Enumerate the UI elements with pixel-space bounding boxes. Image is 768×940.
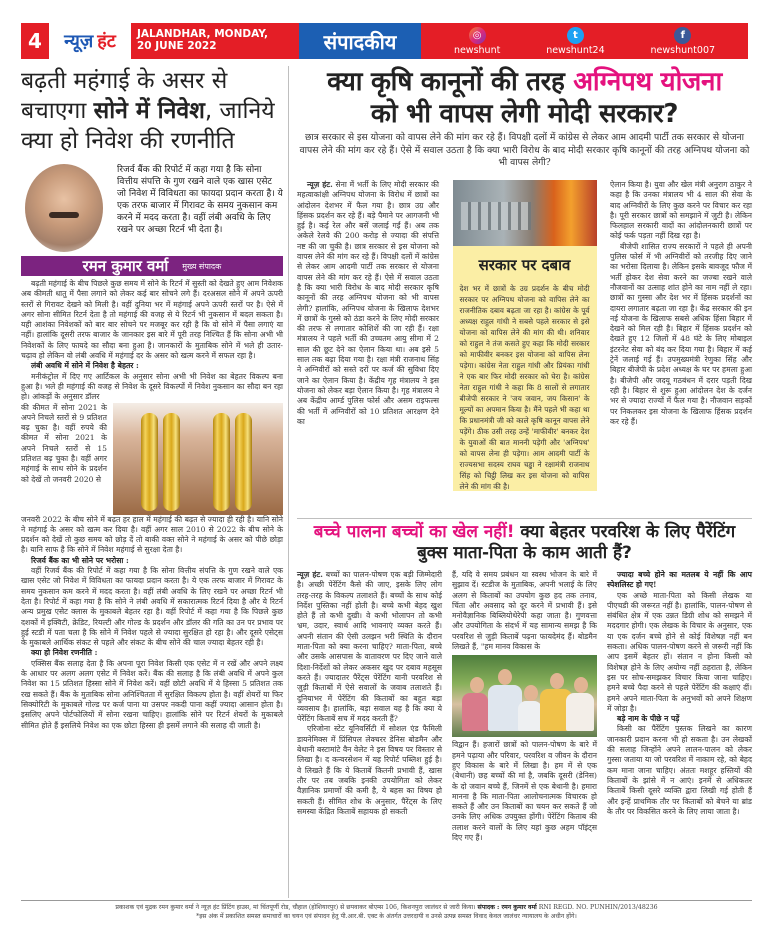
brand-name-part1: न्यूज़	[64, 31, 94, 52]
author-byline	[21, 256, 283, 276]
paragraph: बीजेपी शासित राज्य सरकारों ने पहले ही अपनी पुलिस फोर्स में भी अग्निवीरों को तरजीह दिए जाने का भरोसा दिलाया है। लेकिन इसके बावजूद फौज में भर्ती होकर देश सेवा करने का जज्बा रखने वाले नौजवानों का उत्साह शांत होने का नाम नहीं ले रहा। छात्रों का गुस्सा और देश भर में हिंसक प्रदर्शनों का दायरा लगातार बढ़ता जा रहा है। केंद्र सरकार की इन नई योजना के खिलाफ सबसे अधिक हिंसा बिहार में देखने को मिल रही है। बिहार में हिंसक प्रदर्शन को देखते हुए 12 जिलों में 48 घंटे के लिए मोबाइल इंटरनेट सेवा को बंद कर दिया गया है। बिहार में कई ट्रेनें जलाई गई हैं। उपमुख्यमंत्री रेणुका सिंह और बिहार बीजेपी के प्रदेश अध्यक्ष के घर पर हमला हुआ है। बीजेपी और जदयू गठबंधन में दरार पड़ती दिख रही है। बिहार से शुरू हुआ आंदोलन देश के दर्जन भर से ज्यादा राज्यों में फैल गया है। नौजवान सड़कों पर निकलकर इस योजना के खिलाफ हिंसक प्रदर्शन कर रहे हैं।	[610, 241, 752, 426]
paragraph: बढ़ती महंगाई के बीच पिछले कुछ समय में सोने के रिटर्न में सुस्ती को देखते हुए आम निवेशक अब कीमती धातु में पैसा लगाने को लेकर कई बार सोचने लगे हैं। दरअसल सोने में अपने ऊपरी स्तरों से गिरावट देखने को मिली है। वहीं दुनिया भर में महंगाई अपने ऊपरी स्तरों पर है। ऐसे में अगर सोना सीमित रिटर्न देता है तो महंगाई की वजह से ये रिटर्न भी नुकसान में बदल सकता है। यही आशंका निवेशकों को बार बार सोचने पर मजबूर कर रही है कि वो सोने में पैसा लगाएं या नहीं। हालांकि दूसरी तरफ बाजार के जानकार इस बारे में पूरी तरह निश्चित हैं कि सोना अभी भी निवेशकों के लिए फायदे का सौदा बना हुआ है। जानकारों के मुताबिक सोने में भले ही उतार-चढ़ाव हो लेकिन वो लंबी अवधि में महंगाई दर के असर को खत्म करने में सफल रहा है।	[21, 279, 283, 361]
social-links	[421, 23, 748, 59]
social-facebook[interactable]	[651, 27, 716, 56]
paragraph-wrap: की कीमत में सोना 2021 के अपने निचले स्तरों से 9 प्रतिशत बढ़ चुका है। वहीं रुपये की कीमत में सोना 2021 के अपने निचले स्तरों से 15 प्रतिशत बढ़ चुका है। वहीं अगर महंगाई के साथ सोने के प्रदर्शन को देखें तो जनवरी 2020 से	[21, 402, 107, 484]
sidebar-title: सरकार पर दबाव	[478, 256, 571, 274]
family-photo	[452, 655, 597, 737]
sidebar-box	[453, 246, 597, 491]
agnipath-column-3	[610, 180, 752, 491]
brand-name-part2: हंट	[97, 31, 116, 52]
paragraph: ऐलान किया है। युवा और खेल मंत्री अनुराग ठाकुर ने कहा है कि उनका मंत्रालय भी 4 साल की सेवा के बाद अग्निवीरों के लिए कुछ करने पर विचार कर रहा है। पूरी सरकार छात्रों को समझाने में जुटी है। लेकिन फिलहाल सरकारी वादों का आंदोलनकारी छात्रों पर कोई फर्क पड़ता नहीं दिख रहा है।	[610, 180, 752, 241]
brand-logo	[49, 23, 131, 59]
parenting-article-body	[297, 570, 752, 843]
facebook-handle: newshunt007	[650, 44, 716, 56]
instagram-handle: newshunt	[453, 44, 501, 56]
article-intro	[21, 164, 283, 250]
section-title: संपादकीय	[299, 23, 421, 59]
headline-highlight: अग्निपथ योजना	[573, 67, 722, 97]
social-twitter[interactable]	[546, 27, 604, 56]
headline-highlight: बच्चे पालना बच्चों का खेल नहीं!	[313, 522, 515, 542]
pressure-sidebar	[453, 180, 597, 491]
subheading: बड़े नाम के पीछे न पड़ें	[617, 714, 680, 724]
burning-train-image	[453, 180, 597, 246]
parenting-headline: बच्चे पालना बच्चों का खेल नहीं! क्या बेहतर परवरिश के लिए पैरेंटिंग बुक्स माता-पिता के काम आती हैं?	[313, 522, 736, 563]
registration-number: RNI REGD. NO. PUNHIN/2013/48236	[538, 904, 658, 911]
agnipath-article-header	[297, 66, 752, 170]
gold-article-body	[21, 279, 283, 731]
imprint-line-1: प्रकाशक एवं मुद्रक रमन कुमार वर्मा ने न्यूज़ हंट प्रिंटिंग हाउस, मां चिंतपूर्णी रोड, चौहाल (होशियारपुर) से छपवाकर बोएम्स 106, किशनपुरा जालंधर से जारी किया। संपादक : रमन कुमार वर्मा RNI REGD. NO. PUNHIN/2013/48236	[115, 904, 658, 911]
gold-article-headline: बढ़ती महंगाई के असर से बचाएगा सोने में निवेश, जानिये क्या हो निवेश की रणनीति	[21, 68, 275, 154]
imprint-line-2: *इस अंक में प्रकाशित समस्त समाचारों का चयन एवं संपादन हेतु पी.आर.बी. एक्ट के अंतर्गत उत्तरदायी व उनसे उत्पन्न समस्त विवाद केवल जालंधर न्यायालय के अधीन होंगे।	[196, 913, 577, 920]
social-instagram[interactable]	[454, 27, 500, 56]
parenting-column-2	[452, 570, 597, 843]
instagram-icon: ◎	[469, 27, 486, 44]
author-name: रमन कुमार वर्मा	[82, 257, 169, 275]
paragraph: हैं, यदि वे समय प्रबंधन या स्वस्थ भोजन के बारे में सुझाव दें। स्टडीज के मुताबिक, अपनी भलाई के लिए अलग से किताबों का उपयोग कुछ हद तक तनाव, चिंता और अवसाद को दूर करने में प्रभावी हैं। इसे मनोवैज्ञानिक बिब्लियोथेरेपी कहा जाता है। गुणवत्ता और उपयोगिता के संदर्भ में यह सामान्य समझ है कि परवरिश से जुड़ी किताबें पढ़ना फायदेमंद हैं। बोडमैन लिखते हैं, "हम मानव विकास के	[452, 570, 597, 652]
author-portrait	[25, 164, 103, 252]
masthead	[21, 23, 748, 59]
paragraph: एरिजोना स्टेट यूनिवर्सिटी में सोशल एंड फैमिली डायनेमिक्स में प्रिंसिपल लेक्चरर डेनिस बोडमैन और बेथानी बस्टामांटे वैन वेलेट ने इस विषय पर विस्तार से लिखा है। द कन्वरसेशन में यह रिपोर्ट पब्लिश हुई है। वे लिखते हैं कि ये किताबें कितनी प्रभावी हैं, खास तौर पर तब जबकि इनकी उपयोगिता को लेकर वैज्ञानिक प्रमाणों की कमी है, ये बहस का विषय हो सकती हैं। सीमित शोध के अनुसार, पैरेंट्स के लिए समस्या केंद्रित किताबें सहायक हो सकती	[297, 724, 442, 816]
page-number: 4	[21, 23, 49, 59]
section-divider	[297, 518, 752, 519]
dateline-city-day: JALANDHAR, MONDAY,	[137, 28, 269, 40]
agnipath-column-1: न्यूज़ हंट. सेना में भर्ती के लिए मोदी सरकार की महत्वाकांक्षी अग्निपथ योजना के विरोध में छात्रों का आंदोलन देशभर में फैल गया है। छात्र उग्र और हिंसक प्रदर्शन कर रहे हैं। बड़े पैमाने पर आगजनी भी हुई है। कई रेल और बसें जलाई गईं हैं। अब तक अकेले रेलवे की 200 करोड़ से ज्यादा की संपत्ति नष्ट की जा चुकी है। छात्र सरकार से इस योजना को वापस लेने की मांग कर रहे हैं। विपक्षी दलों में कांग्रेस से लेकर आम आदमी पार्टी तक सरकार से योजना वापस लेने की मांग कर रहे हैं। ऐसे में सवाल उठता है कि क्या भारी विरोध के बाद मोदी सरकार कृषि कानूनों की तरह अग्निपथ योजना को भी वापस लेगी? हालांकि, अग्निपथ योजना के खिलाफ देशभर में छात्रों के गुस्से को ठंडा करने के लिए मोदी सरकार की तरफ से लगातार कोशिशें की जा रही हैं। रक्षा मंत्रालय ने पहले भर्ती की उच्चतम आयु सीमा में 2 साल की छूट देने का ऐलान किया था। अब इसे 5 साल तक बढ़ा दिया गया है। रक्षा मंत्री राजनाथ सिंह ने अग्निवीरों को सस्ते दरों पर कर्ज की सुविधा दिए जाने का ऐलान किया है। केंद्रीय गृह मंत्रालय ने इस योजना को लेकर बड़ा ऐलान किया है। गृह मंत्रालय ने अब केंद्रीय आर्म्ड पुलिस फोर्स और असम राइफल्स की भर्ती में अग्निवीरों को 10 प्रतिशत आरक्षण देने का	[297, 180, 439, 426]
subheading: रिजर्व बैंक का भी सोने पर भरोसा :	[31, 555, 129, 565]
image-wrap	[21, 403, 283, 515]
subheading: लंबी अवधि में सोने में निवेश है बेहतर :	[31, 361, 139, 371]
dateline: न्यूज़ हंट.	[297, 570, 323, 579]
subheading: ज्यादा बच्चे होने का मतलब ये नहीं कि आप स्पेशलिस्ट हो गए!	[607, 570, 752, 590]
author-role: मुख्य संपादक	[182, 261, 222, 271]
parenting-column-1: न्यूज़ हंट. बच्चों का पालन-पोषण एक बड़ी जिम्मेदारी है। अच्छी पेरेंटिंग कैसे की जाए, इसके लिए लोग तरह-तरह के विकल्प तलाशते हैं। बच्चों के साथ कोई निर्देश पुस्तिका नहीं होती है। बच्चे कभी बेहद खुश होते हैं तो कभी दुखी। वे कभी भोलापन तो कभी भ्रम, उदार, स्वार्थ आदि भावनाएं व्यक्त करते हैं। अपनी संतान की ऐसी उलझन भरी स्थिति के दौरान माता-पिता को क्या करना चाहिए? माता-पिता, बच्चे और उसके आसपास के वातावरण पर दिए जाने वाले दिशा-निर्देशों को लेकर अकसर खुद पर दबाव महसूस करते हैं। ज्यादातर पैरेंट्स पेरेंटिंग यानी परवरिश से जुड़ी किताबों में ऐसे सवालों के जवाब तलाशते हैं। दुनियाभर में पेरेंटिंग की किताबों का बहुत बड़ा व्यवसाय है। हालांकि, बड़ा सवाल यह है कि क्या ये पेरेंटिंग किताबें सच में मदद करती हैं? एरिजोना स्टेट यूनिवर्सिटी में सोशल एंड फैमिली डायनेमिक्स में प्रिंसिपल लेक्चरर डेनिस बोडमैन और बेथानी बस्टामांटे वैन वेलेट ने इस विषय पर विस्तार से लिखा है। द कन्वरसेशन में यह रिपोर्ट पब्लिश हुई है। वे लिखते हैं कि ये किताबें कितनी प्रभावी हैं, खास तौर पर तब जबकि इनकी उपयोगिता को लेकर वैज्ञानिक प्रमाणों की कमी है, ये बहस का विषय हो सकती हैं। सीमित शोध के अनुसार, पैरेंट्स के लिए समस्या केंद्रित किताबें सहायक हो सकती	[297, 570, 442, 816]
dateline-date: 20 JUNE 2022	[137, 40, 217, 52]
editor-label: संपादक : रमन कुमार वर्मा	[477, 904, 537, 911]
twitter-icon: t	[567, 27, 584, 44]
dateline	[131, 23, 299, 59]
footer-divider	[21, 900, 752, 901]
paragraph: किसी का पैरेंटिंग पुस्तक लिखने का कारण जानकारी प्रदान करना भी हो सकता है। उन लेखकों की सलाह जिन्होंने अपने लालन-पालन को लेकर गुस्सा जताया या जो परवरिश में नाकाम रहे, को बेहद कम माना जाना चाहिए। अंततः मशहूर हस्तियों की किताबों के झांसे में न आएं। इनमें से अधिकतर किताबें किसी दूसरे व्यक्ति द्वारा लिखी गई होती हैं और इन्हें प्राथमिक तौर पर किताबों को बेचने या ब्रांड के तौर पर विकसित करने के लिए लाया जाता है।	[607, 724, 752, 816]
agnipath-headline: क्या कृषि कानूनों की तरह अग्निपथ योजना को भी वापस लेगी मोदी सरकार?	[327, 67, 722, 129]
paragraph: एक्सिस बैंक सलाह देता है कि अपना पूरा निवेश किसी एक एसेट में न रखें और अपने लक्ष्य के आधार पर अलग अलग एसेट में निवेश करें। बैंक की सलाह है कि लंबी अवधि में अपने कुल निवेश का 15 प्रतिशत हिस्सा सोने में निवेश करें। वहीं छोटी अवधि में ये हिस्सा 5 प्रतिशत तक रख सकते हैं। बैंक के मुताबिक सोना अनिश्चितता में सुरक्षित विकल्प होता है। वहीं शेयरों या फिर सिक्योरिटी के मुकाबले गोल्ड पर कर्ज पाना या उसपर नकदी पाना कहीं ज्यादा आसान होता है। इसलिए अपने पोर्टफोलियों में सोना रखना चाहिए। हालांकि सोने पर रिटर्न शेयरों के मुकाबले सीमित होते हैं इसलिये निवेश का एक छोटा हिस्सा ही इसमें लगाने की सलाह दी जाती है।	[21, 658, 283, 730]
dateline: न्यूज़ हंट.	[307, 180, 333, 189]
twitter-handle: newshunt24	[546, 44, 605, 56]
parenting-column-3	[607, 570, 752, 843]
sidebar-text: देश भर में छात्रों के उग्र प्रदर्शन के बीच मोदी सरकार पर अग्निपथ योजना को वापिस लेने का राजनीतिक दबाव बढ़ता जा रहा है। कांग्रेस के पूर्व अध्यक्ष राहुल गांधी ने सबसे पहले सरकार से इसे योजना को वापिस लेने की मांग की थी। शनिवार को राहुल ने तंज कसते हुए कहा कि मोदी सरकार को माफीवीर बनकर इस योजना को वापिस लेना पड़ेगा। कांग्रेस नेता राहुल गांधी और प्रियंका गांधी ने एक बार फिर मोदी सरकार को घेरा है। कांग्रेस नेता राहुल गांधी ने कहा कि 8 सालों से लगातार बीजेपी सरकार ने 'जय जवान, जय किसान' के मूल्यों का अपमान किया है। मैंने पहले भी कहा था कि प्रधानमंत्री जी को काले कृषि कानून वापस लेने पड़ेंगे। ठीक उसी तरह उन्हें 'माफीवीर' बनकर देश के युवाओं की बात माननी पड़ेगी और 'अग्निपथ' को वापस लेना ही पड़ेगा। आम आदमी पार्टी के राज्यसभा सदस्य राघव चड्ढा ने रक्षामंत्री राजनाथ सिंह को चिट्ठी लिख कर इस योजना को वापिस लेने की मांग की है।	[459, 284, 590, 491]
column-divider	[288, 66, 289, 898]
headline-bold: सोने में निवेश	[93, 98, 205, 124]
gold-bangles-image	[113, 403, 283, 515]
agnipath-article-body	[297, 180, 752, 491]
paragraph: विद्वान हैं। हजारों छात्रों को पालन-पोषण के बारे में हमने पढ़ाया और परिवार, परवरिश व जीवन के दौरान हुए विकास के बारे में लिखा है। हम में से एक (बेथानी) छह बच्चों की मां है, जबकि दूसरी (डेनिस) के दो जवान बच्चे हैं, जिनमें से एक बेथानी है। हमारा मानना है कि माता-पिता आलोचनात्मक विचारक हो सकते हैं और उन किताबों का चयन कर सकते हैं जो उनके लिए अधिक उपयुक्त होंगी। पेरेंटिंग किताब की तलाश करने वालों के लिए यहां कुछ अहम पॉइंट्स दिए गए हैं।	[452, 740, 597, 843]
intro-text: रिजर्व बैंक की रिपोर्ट में कहा गया है कि सोना वित्तीय संपत्ति के गुण रखने वाले एक खास एसेट जो निवेश में विविधता का फायदा प्रदान करता है। ये एक तरफ बाजार में गिरावट के समय नुकसान कम करने में मदद करता है। वहीं लंबी अवधि के लिए रखने पर अच्छा रिटर्न भी देता है।	[117, 165, 283, 235]
paragraph: जनवरी 2022 के बीच सोने में बढ़त हर हाल में महंगाई की बढ़त से ज्यादा ही रही है। यानि सोने ने महंगाई के असर को खत्म कर दिया है। वहीं अगर साल 2010 से 2022 के बीच सोने के प्रदर्शन को देखें तो कुछ समय को छोड़ दें तो बाकी वक्त सोने ने महंगाई के असर को पीछे छोड़ा है। यानि साफ है कि सोने में निवेश महंगाई से सुरक्षा देता है।	[21, 514, 283, 555]
paragraph: मनीकंट्रोल में दिए गए आर्टिकल के अनुसार सोना अभी भी निवेश का बेहतर विकल्प बना हुआ है। भले ही महंगाई की वजह से निवेश के दूसरे विकल्पों में निवेश नुकसान का सौदा बन रहा हो। आंकड़ों के अनुसार डॉलर	[21, 371, 283, 402]
imprint-footer	[21, 903, 752, 921]
facebook-icon: f	[674, 27, 691, 44]
subheading: क्या हो निवेश रणनीति :	[31, 648, 98, 658]
gold-investment-article	[21, 66, 283, 731]
paragraph: एक अच्छे माता-पिता को किसी लेखक या पीएचडी की जरूरत नहीं है। हालांकि, पालन-पोषण से संबंधित क्षेत्र में एक उन्नत डिग्री शोध को समझने में मददगार होगी। एक लेखक के विचार के अनुसार, एक या एक दर्जन बच्चे होने से कोई विशेषज्ञ नहीं बन सकता। अधिक पालन-पोषण करने से जरूरी नहीं कि आप इसमें बेहतर हों। संतान न होना किसी को विशेषज्ञ होने के लिए अयोग्य नहीं ठहराता है, लेकिन इस पर सोच-समझकर विचार किया जाना चाहिए। हमने बच्चे पैदा करने से पहले पेरेंटिंग की कक्षाएं दीं। हमने अपने माता-पिता के अनुभवों को अपने शिक्षण में जोड़ा है।	[607, 590, 752, 713]
paragraph: वहीं रिजर्व बैंक की रिपोर्ट में कहा गया है कि सोना वित्तीय संपत्ति के गुण रखने वाले एक खास एसेट जो निवेश में विविधता का फायदा प्रदान करता है। ये एक तरफ बाजार में गिरावट के समय नुकसान कम करने में मदद करता है। वहीं लंबी अवधि के लिए रखने पर अच्छा रिटर्न भी देता है। रिपोर्ट में कहा गया है कि सोने ने लंबी अवधि में सकारात्मक रिटर्न दिया है और ये रिटर्न अन्य प्रमुख एसेट क्लास के मुकाबले बेहतर रहा है। वहीं रिपोर्ट में कहा गया है कि पिछले कुछ दशकों में इक्विटी, क्रेडिट, रियल्टी और गोल्ड के प्रदर्शन और डॉलर की गति का उन पर प्रभाव पर हुई स्टडी में पता चला है कि सोने में निवेश पहले से ज्यादा सुरक्षित हो रहा है। और दूसरे एसेट्स के मुकाबले आर्थिक संकट से पहले और संकट के बीच सोने की चाल ज्यादा बेहतर रही है।	[21, 566, 283, 648]
agnipath-deck: छात्र सरकार से इस योजना को वापस लेने की मांग कर रहे हैं। विपक्षी दलों में कांग्रेस से लेकर आम आदमी पार्टी तक सरकार से योजना वापस लेने की मांग कर रहे हैं। ऐसे में सवाल उठता है कि क्या भारी विरोध के बाद मोदी सरकार कृषि कानूनों की तरह अग्निपथ योजना को भी वापस लेगी?	[299, 132, 750, 169]
